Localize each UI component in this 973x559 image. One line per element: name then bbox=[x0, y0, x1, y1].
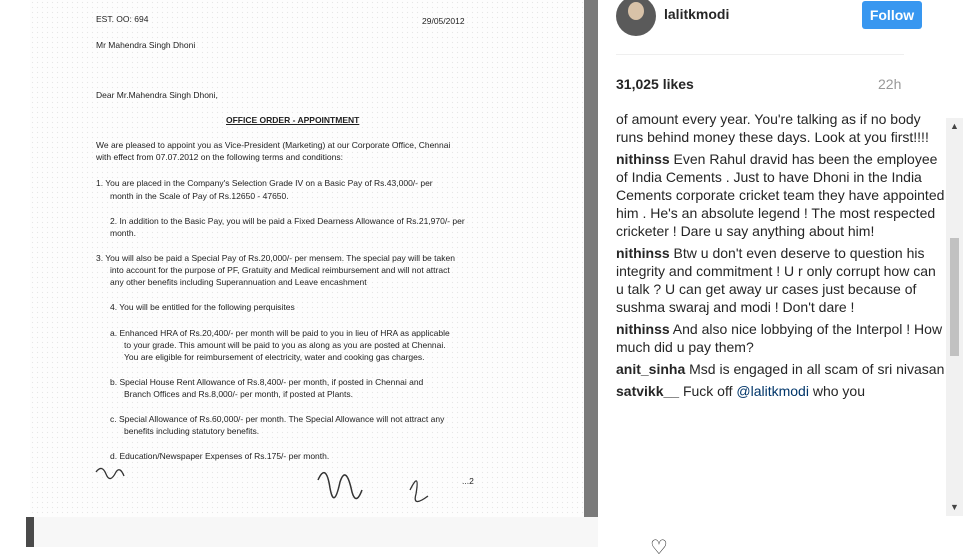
heart-icon[interactable]: ♡ bbox=[650, 537, 668, 559]
item-2-line-1: 2. In addition to the Basic Pay, you will be paid a Fixed Dearness Allowance of Rs.21,970/- per bbox=[110, 216, 465, 226]
comment-item bbox=[616, 382, 946, 400]
scroll-up-arrow-icon[interactable]: ▲ bbox=[950, 121, 959, 131]
comment-item bbox=[616, 150, 946, 240]
perk-b-line-2: Branch Offices and Rs.8,000/- per month, if posted at Plants. bbox=[124, 389, 353, 399]
comment-text: Msd is engaged in all scam of sri nivasan bbox=[685, 361, 945, 377]
intro-line-1: We are pleased to appoint you as Vice-President (Marketing) at our Corporate Office, Chennai bbox=[96, 140, 451, 150]
comment-text: Even Rahul dravid has been the employee of India Cements . Just to have Dhoni in the India Cements corporate cricket team they have appointed him . He's an absolute legend ! The most respected cricketer ! Dare u say anything about him! bbox=[616, 151, 945, 239]
perk-a-line-2: to your grade. This amount will be paid to you as along as you are posted at Chennai. bbox=[124, 340, 446, 350]
item-1-line-1: 1. You are placed in the Company's Selection Grade IV on a Basic Pay of Rs.43,000/- per bbox=[96, 178, 433, 188]
scroll-thumb[interactable] bbox=[950, 238, 959, 356]
item-2-line-2: month. bbox=[110, 228, 136, 238]
post-panel bbox=[598, 0, 973, 547]
image-edge-bar-bottom bbox=[26, 517, 34, 547]
comment-item bbox=[616, 320, 946, 356]
comment-author-link[interactable]: nithinss bbox=[616, 321, 670, 337]
addressee: Mr Mahendra Singh Dhoni bbox=[96, 40, 196, 50]
image-edge-bar bbox=[584, 0, 598, 517]
comments-scrollbar[interactable] bbox=[946, 118, 963, 516]
follow-button[interactable]: Follow bbox=[862, 1, 922, 29]
item-3-line-2: into account for the purpose of PF, Gratuity and Medical reimbursement and will not attract bbox=[110, 265, 450, 275]
perk-d-line-1: d. Education/Newspaper Expenses of Rs.175/- per month. bbox=[110, 451, 330, 461]
comment-text: Fuck off bbox=[679, 383, 737, 399]
perk-a-line-1: a. Enhanced HRA of Rs.20,400/- per month will be paid to you in lieu of HRA as applicable bbox=[110, 328, 450, 338]
est-number: EST. OO: 694 bbox=[96, 14, 149, 24]
perk-a-line-3: You are eligible for reimbursement of electricity, water and cooking gas charges. bbox=[124, 352, 425, 362]
item-1-line-2: month in the Scale of Pay of Rs.12650 - 47650. bbox=[110, 191, 289, 201]
page-number: ...2 bbox=[462, 476, 474, 486]
likes-count[interactable]: 31,025 likes bbox=[616, 76, 694, 92]
comment-item bbox=[616, 244, 946, 316]
mention-link[interactable]: @lalitkmodi bbox=[736, 383, 809, 399]
comment-item bbox=[616, 360, 946, 378]
comment-text: Btw u don't even deserve to question his integrity and commitment ! U r only corrupt how can u talk ? U can get away ur cases just because of sushma swaraj and modi ! Don't dare ! bbox=[616, 245, 936, 315]
perk-b-line-1: b. Special House Rent Allowance of Rs.8,400/- per month, if posted in Chennai and bbox=[110, 377, 424, 387]
item-4: 4. You will be entitled for the following perquisites bbox=[110, 302, 295, 312]
avatar[interactable] bbox=[616, 0, 656, 36]
comment-author-link[interactable]: nithinss bbox=[616, 151, 670, 167]
signature-marks bbox=[90, 460, 510, 520]
username-link[interactable]: lalitkmodi bbox=[664, 6, 730, 22]
comment-author-link[interactable]: nithinss bbox=[616, 245, 670, 261]
comments-list[interactable] bbox=[616, 104, 946, 506]
perk-c-line-1: c. Special Allowance of Rs.60,000/- per month. The Special Allowance will not attract any bbox=[110, 414, 445, 424]
letter-date: 29/05/2012 bbox=[422, 16, 465, 26]
post-time[interactable]: 22h bbox=[878, 76, 902, 92]
comment-text: And also nice lobbying of the Interpol ! How much did u pay them? bbox=[616, 321, 943, 355]
scroll-down-arrow-icon[interactable]: ▼ bbox=[950, 502, 959, 512]
post-header bbox=[616, 0, 915, 55]
next-image-preview bbox=[34, 517, 598, 547]
comment-author-link[interactable]: anit_sinha bbox=[616, 361, 686, 377]
perk-c-line-2: benefits including statutory benefits. bbox=[124, 426, 260, 436]
item-3-line-1: 3. You will also be paid a Special Pay of Rs.20,000/- per mensem. The special pay will be taken bbox=[96, 253, 455, 263]
salutation: Dear Mr.Mahendra Singh Dhoni, bbox=[96, 90, 218, 100]
comment-fragment: of amount every year. You're talking as if no body runs behind money these days. Look at you first!!!! bbox=[616, 111, 929, 145]
comment-text: who you bbox=[808, 383, 866, 399]
item-3-line-3: any other benefits including Superannuation and Leave encashment bbox=[110, 277, 367, 287]
letter-title: OFFICE ORDER - APPOINTMENT bbox=[226, 115, 360, 125]
comment-author-link[interactable]: satvikk__ bbox=[616, 383, 680, 399]
intro-line-2: with effect from 07.07.2012 on the following terms and conditions: bbox=[96, 152, 343, 162]
